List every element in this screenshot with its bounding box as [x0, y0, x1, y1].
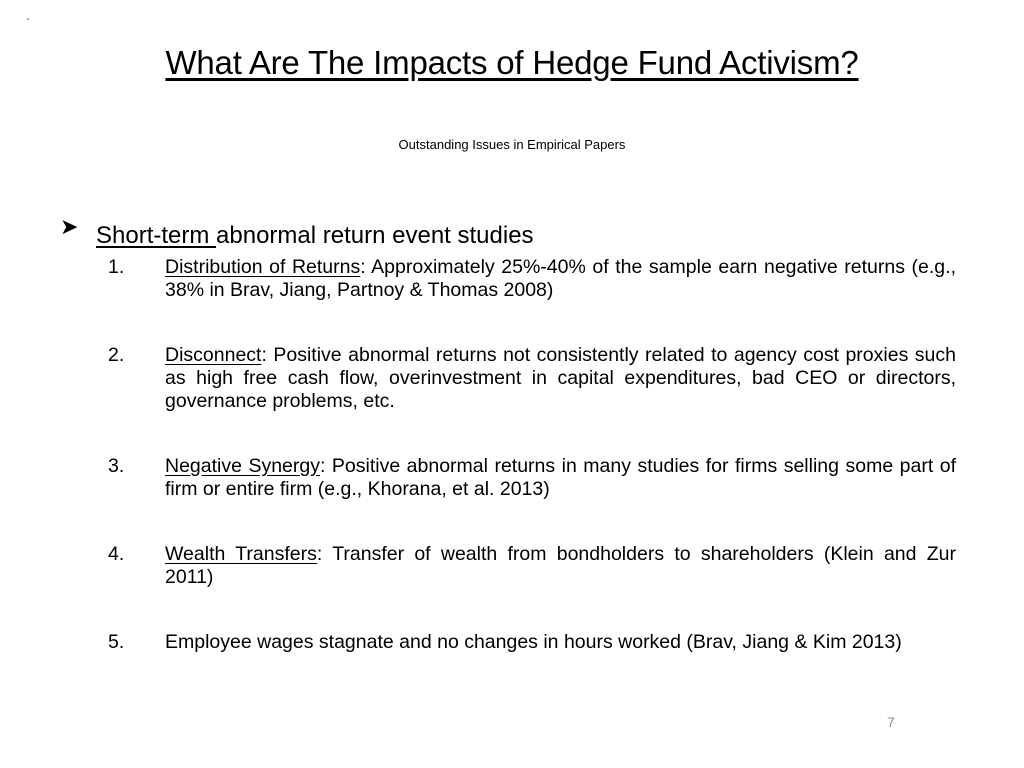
- arrow-bullet-icon: ➤: [60, 214, 79, 239]
- list-item-text: [165, 256, 956, 302]
- list-item-number: 1.: [108, 256, 125, 278]
- slide-subtitle: Outstanding Issues in Empirical Papers: [398, 137, 626, 152]
- list-item-separator: :: [320, 455, 332, 477]
- list-item-text: [165, 344, 956, 413]
- list-item-label: Wealth Transfers: [165, 543, 317, 565]
- list-item-separator: :: [360, 256, 372, 278]
- corner-mark: -: [26, 13, 30, 25]
- list-item-label: Disconnect: [165, 344, 262, 366]
- list-item-text: [165, 455, 956, 501]
- list-item-text: [165, 543, 956, 589]
- numbered-list: [108, 256, 956, 696]
- list-item-separator: :: [261, 344, 274, 366]
- list-item: [108, 455, 956, 501]
- list-item-body: Positive abnormal returns not consistently related to agency cost proxies such as high free cash flow, overinvestment in capital expenditures, bad CEO or directors, governance problems, etc.: [165, 344, 956, 412]
- page-number: 7: [887, 714, 895, 730]
- slide-title: What Are The Impacts of Hedge Fund Activism?: [165, 44, 859, 81]
- list-item-separator: :: [316, 543, 333, 565]
- list-item-body: Employee wages stagnate and no changes in hours worked (Brav, Jiang & Kim 2013): [165, 631, 902, 653]
- list-item-number: 3.: [108, 455, 125, 477]
- list-item-text: [165, 631, 956, 654]
- list-item-label: Negative Synergy: [165, 455, 320, 477]
- list-item-body: Transfer of wealth from bondholders to shareholders (Klein and Zur 2011): [165, 543, 956, 588]
- list-item: [108, 256, 956, 302]
- list-item: [108, 631, 956, 654]
- bullet-heading: [96, 216, 534, 251]
- list-item-number: 2.: [108, 344, 125, 366]
- list-item-label: Distribution of Returns: [165, 256, 361, 278]
- list-item-number: 4.: [108, 543, 125, 565]
- main-bullet: [60, 216, 960, 251]
- bullet-heading-rest: abnormal return event studies: [216, 222, 534, 249]
- list-item-body: Approximately 25%-40% of the sample earn negative returns (e.g., 38% in Brav, Jiang, Partnoy & Thomas 2008): [165, 256, 956, 301]
- list-item-number: 5.: [108, 631, 125, 653]
- list-item: [108, 344, 956, 413]
- list-item-body: Positive abnormal returns in many studies for firms selling some part of firm or entire firm (e.g., Khorana, et al. 2013): [165, 455, 956, 500]
- list-item: [108, 543, 956, 589]
- bullet-heading-underlined: Short-term: [96, 222, 217, 249]
